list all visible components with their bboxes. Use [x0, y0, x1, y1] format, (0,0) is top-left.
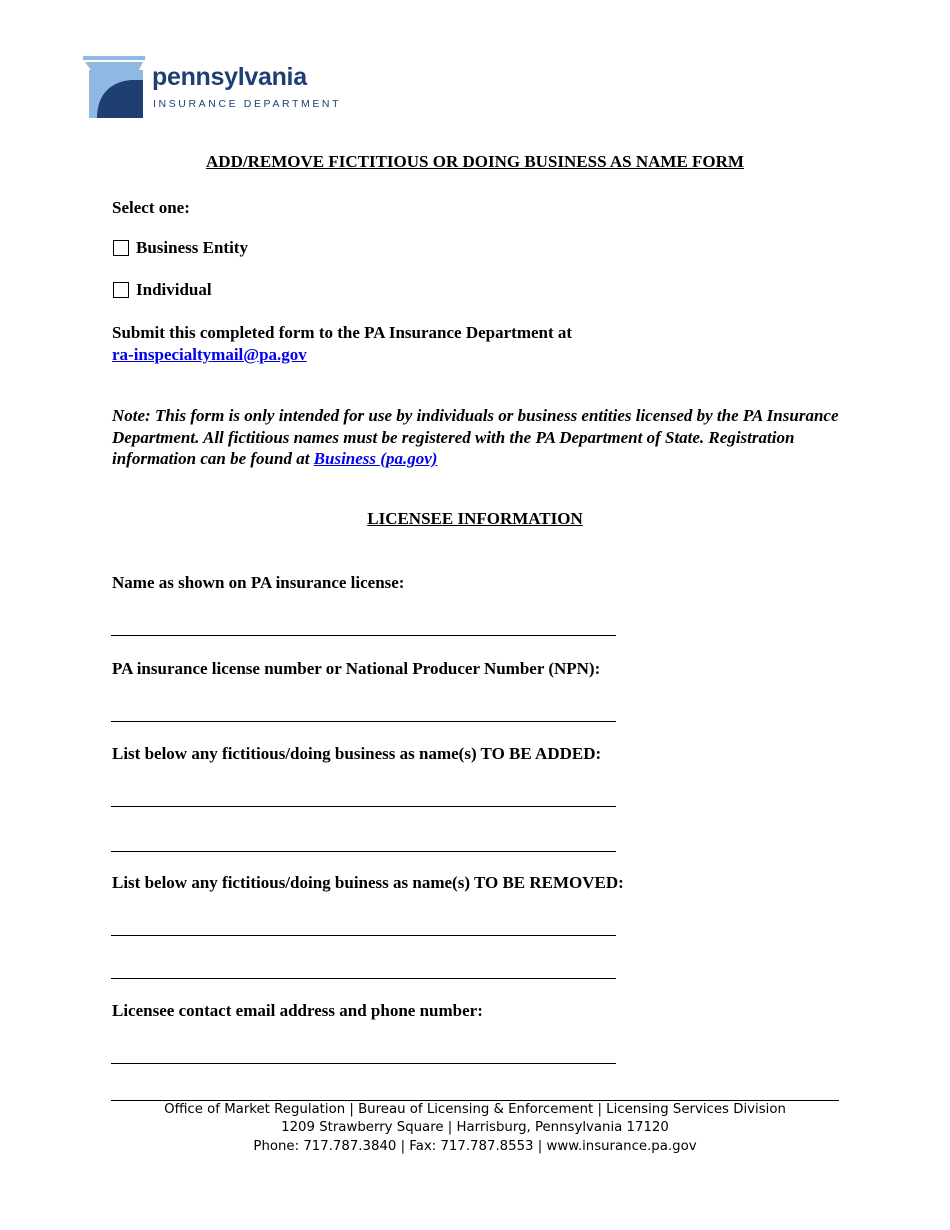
remove-blank-line-1[interactable] [111, 935, 616, 936]
logo-subtitle: INSURANCE DEPARTMENT [153, 98, 342, 110]
business-entity-checkbox[interactable] [113, 240, 129, 256]
field-label-contact: Licensee contact email address and phone number: [112, 1001, 483, 1020]
contact-blank-line[interactable] [111, 1063, 616, 1064]
business-entity-label: Business Entity [136, 238, 248, 257]
individual-label: Individual [136, 280, 212, 299]
submit-instructions: Submit this completed form to the PA Insurance Department at [112, 323, 573, 342]
note-paragraph [112, 405, 852, 470]
form-title: ADD/REMOVE FICTITIOUS OR DOING BUSINESS AS NAME FORM [206, 152, 744, 171]
option-individual[interactable] [113, 280, 212, 300]
field-label-remove: List below any fictitious/doing buiness as name(s) TO BE REMOVED: [112, 873, 624, 892]
name-blank-line[interactable] [111, 635, 616, 636]
field-label-add: List below any fictitious/doing business as name(s) TO BE ADDED: [112, 744, 602, 763]
option-business-entity[interactable] [113, 238, 248, 258]
license-blank-line[interactable] [111, 721, 616, 722]
submit-email-link[interactable]: ra-inspecialtymail@pa.gov [112, 345, 307, 364]
individual-checkbox[interactable] [113, 282, 129, 298]
footer [111, 1101, 839, 1156]
logo-wordmark: pennsylvania [152, 63, 307, 91]
add-blank-line-1[interactable] [111, 806, 616, 807]
note-text: Note: This form is only intended for use by individuals or business entities licensed by the PA Insurance Department. All fictitious names must be registered with the PA Department of State. Registration information can be found at [112, 406, 839, 468]
footer-contact-line: Phone: 717.787.3840 | Fax: 717.787.8553 | www.insurance.pa.gov [253, 1138, 697, 1154]
field-label-name: Name as shown on PA insurance license: [112, 573, 405, 592]
footer-office-line: Office of Market Regulation | Bureau of Licensing & Enforcement | Licensing Services Division [164, 1102, 786, 1117]
business-pa-gov-link[interactable]: Business (pa.gov) [313, 449, 438, 468]
keystone-logo-icon [83, 56, 145, 118]
remove-blank-line-2[interactable] [111, 978, 616, 979]
footer-address-line: 1209 Strawberry Square | Harrisburg, Pennsylvania 17120 [281, 1120, 669, 1136]
field-label-license: PA insurance license number or National Producer Number (NPN): [112, 659, 601, 678]
section-title-licensee: LICENSEE INFORMATION [367, 509, 583, 528]
select-one-label: Select one: [112, 198, 190, 217]
add-blank-line-2[interactable] [111, 851, 616, 852]
